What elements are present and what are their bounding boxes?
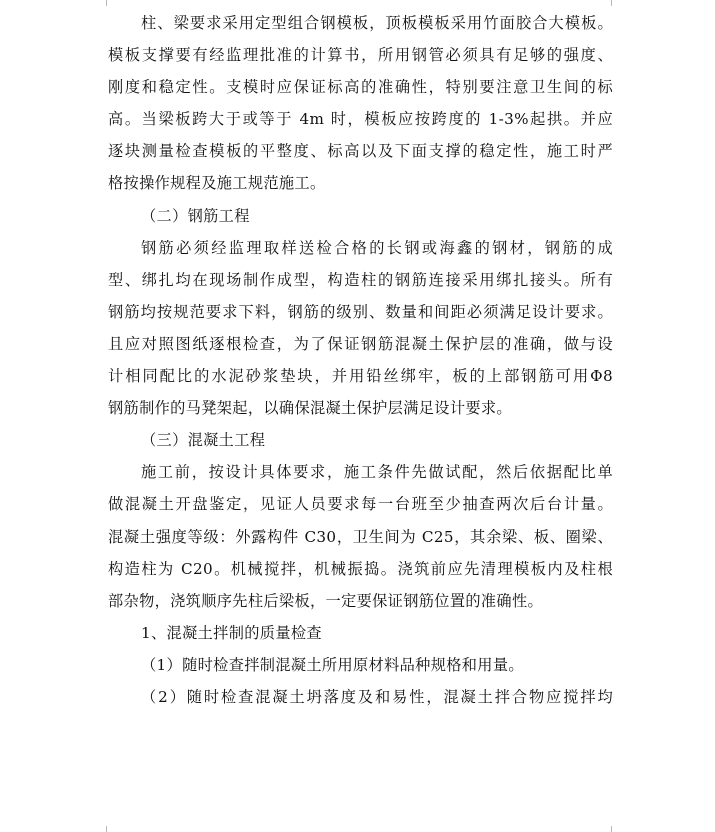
- text-line: 柱、梁要求采用定型组合钢模板，顶板模板采用竹面胶合大模板。: [141, 14, 613, 32]
- page-corner-mark-bottom-right: [611, 826, 622, 832]
- list-item: （2）随时检查混凝土坍落度及和易性，混凝土拌合物应搅拌均: [141, 687, 613, 706]
- text-line: 模板支撑要有经监理批准的计算书，所用钢管必须具有足够的强度、: [108, 46, 613, 65]
- page-corner-mark-top-left: [96, 0, 107, 6]
- page-corner-mark-bottom-left: [96, 826, 107, 832]
- text-line: 逐块测量检查模板的平整度、标高以及下面支撑的稳定性，施工时严: [108, 142, 613, 161]
- document-body: [108, 7, 613, 713]
- text-line: 型、绑扎均在现场制作成型，构造柱的钢筋连接采用绑扎接头。所有: [108, 270, 613, 289]
- section-heading-rebar: （二）钢筋工程: [141, 206, 250, 225]
- page-corner-mark-top-right: [611, 0, 622, 6]
- text-line: 格按操作规程及施工规范施工。: [108, 174, 326, 193]
- list-item: （1）随时检查拌制混凝土所用原材料品种规格和用量。: [141, 655, 524, 674]
- text-line: 混凝土强度等级：外露构件 C30，卫生间为 C25，其余梁、板、圈梁、: [108, 527, 613, 546]
- text-line: 做混凝土开盘鉴定，见证人员要求每一台班至少抽查两次后台计量。: [108, 495, 613, 514]
- text-line: 高。当梁板跨大于或等于 4m 时，模板应按跨度的 1-3%起拱。并应: [108, 110, 613, 129]
- text-line: 钢筋均按规范要求下料，钢筋的级别、数量和间距必须满足设计要求。: [108, 302, 613, 321]
- text-line: 计相同配比的水泥砂浆垫块，并用铅丝绑牢，板的上部钢筋可用Φ8: [108, 367, 613, 386]
- text-line: 施工前，按设计具体要求，施工条件先做试配，然后依据配比单: [141, 463, 613, 482]
- text-line: 部杂物，浇筑顺序先柱后梁板，一定要保证钢筋位置的准确性。: [108, 591, 544, 610]
- text-line: 且应对照图纸逐根检查，为了保证钢筋混凝土保护层的准确，做与设: [108, 334, 613, 353]
- text-line: 钢筋制作的马凳架起，以确保混凝土保护层满足设计要求。: [108, 399, 512, 418]
- text-line: 构造柱为 C20。机械搅拌，机械振捣。浇筑前应先清理模板内及柱根: [108, 559, 613, 578]
- subsection-heading-mixing-check: 1、混凝土拌制的质量检查: [141, 623, 322, 642]
- text-line: 钢筋必须经监理取样送检合格的长钢或海鑫的钢材，钢筋的成: [141, 238, 613, 257]
- section-heading-concrete: （三）混凝土工程: [141, 431, 266, 450]
- text-line: 刚度和稳定性。支模时应保证标高的准确性，特别要注意卫生间的标: [108, 78, 613, 97]
